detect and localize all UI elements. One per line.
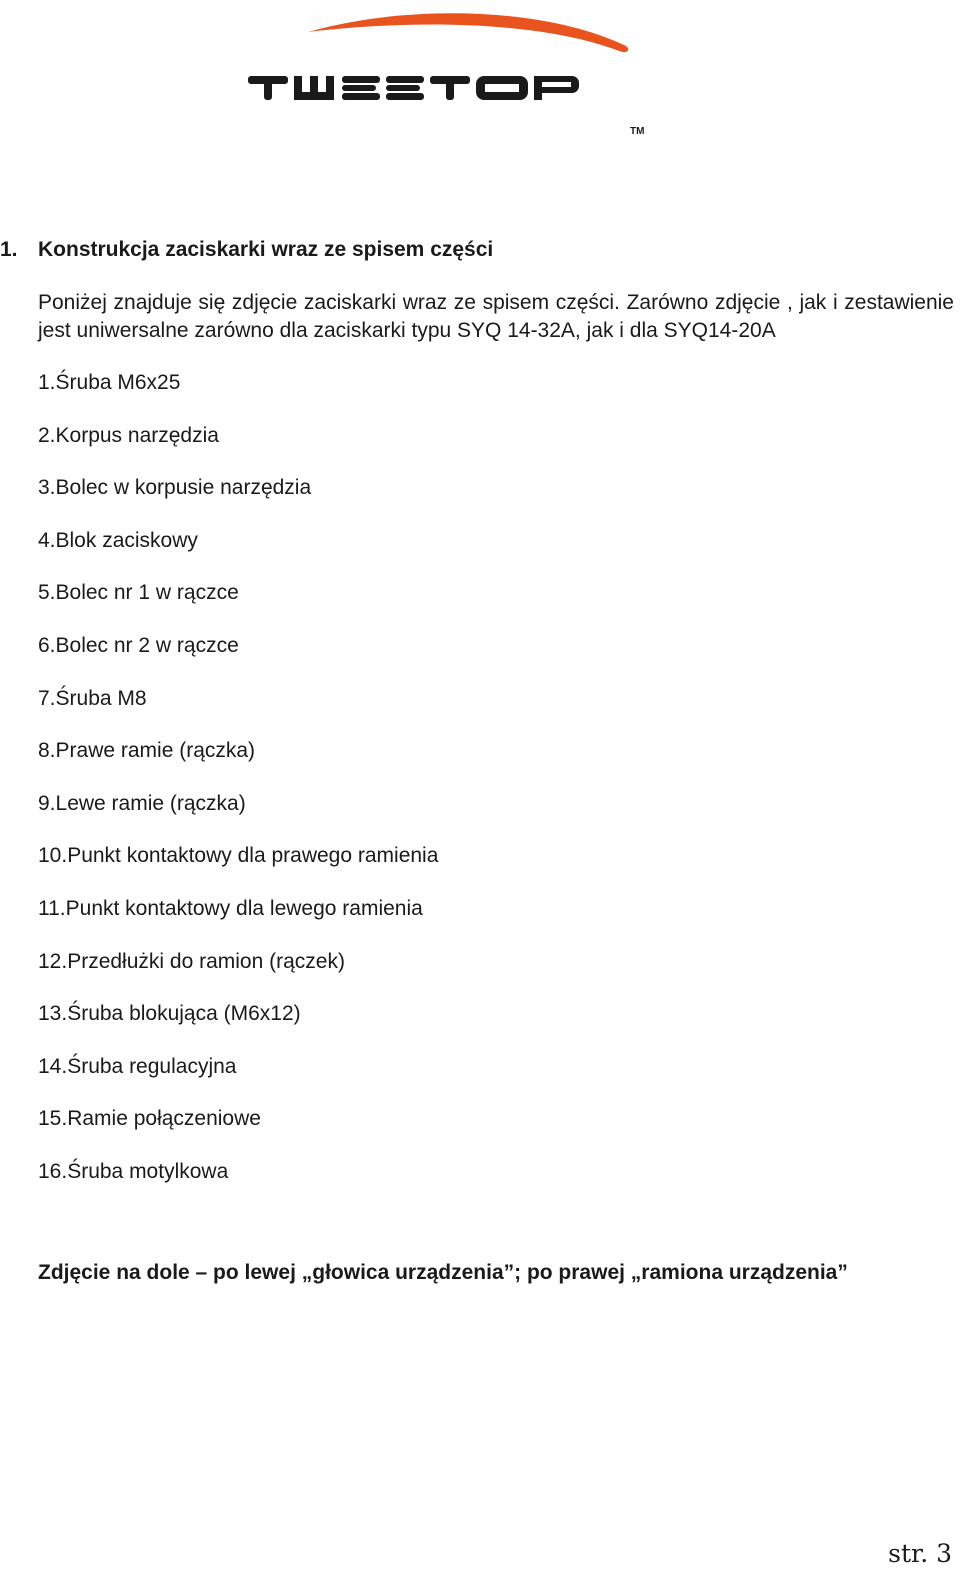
photo-caption: Zdjęcie na dole – po lewej „głowica urządzenia”; po prawej „ramiona urządzenia”: [38, 1261, 848, 1284]
logo-swoosh: [308, 13, 628, 52]
list-item: 9.Lewe ramie (rączka): [38, 791, 246, 815]
list-item: 3.Bolec w korpusie narzędzia: [38, 476, 312, 500]
section-heading: [0, 238, 493, 262]
list-item: 13.Śruba blokująca (M6x12): [38, 1002, 301, 1026]
list-item: 10.Punkt kontaktowy dla prawego ramienia: [38, 844, 439, 868]
tweetop-logo: [238, 4, 658, 140]
list-item: 16.Śruba motylkowa: [38, 1159, 229, 1183]
list-item: 1.Śruba M6x25: [38, 371, 181, 394]
list-item: 15.Ramie połączeniowe: [38, 1107, 261, 1131]
list-item: 11.Punkt kontaktowy dla lewego ramienia: [38, 896, 423, 920]
section-title: Konstrukcja zaciskarki wraz ze spisem części: [38, 238, 494, 261]
list-item: 8.Prawe ramie (rączka): [38, 739, 256, 763]
list-item: 2.Korpus narzędzia: [38, 423, 219, 447]
section-number: 1.: [0, 238, 18, 261]
page-number: str. 3: [888, 1539, 952, 1568]
list-item: 4.Blok zaciskowy: [38, 528, 198, 552]
logo-trademark: TM: [630, 126, 645, 137]
list-item: 12.Przedłużki do ramion (rączek): [38, 949, 345, 973]
logo-wordmark: [248, 76, 579, 100]
list-item: 7.Śruba M8: [38, 686, 147, 710]
list-item: 6.Bolec nr 2 w rączce: [38, 633, 239, 657]
intro-paragraph: Poniżej znajduje się zdjęcie zaciskarki wraz ze spisem części. Zarówno zdjęcie , jak i zestawienie jest uniwersalne zarówno dla zaciskarki typu SYQ 14-32A, jak i dla SYQ14-20A: [38, 291, 954, 342]
list-item: 14.Śruba regulacyjna: [38, 1054, 237, 1078]
parts-list: [38, 369, 438, 1211]
list-item: 5.Bolec nr 1 w rączce: [38, 581, 239, 605]
